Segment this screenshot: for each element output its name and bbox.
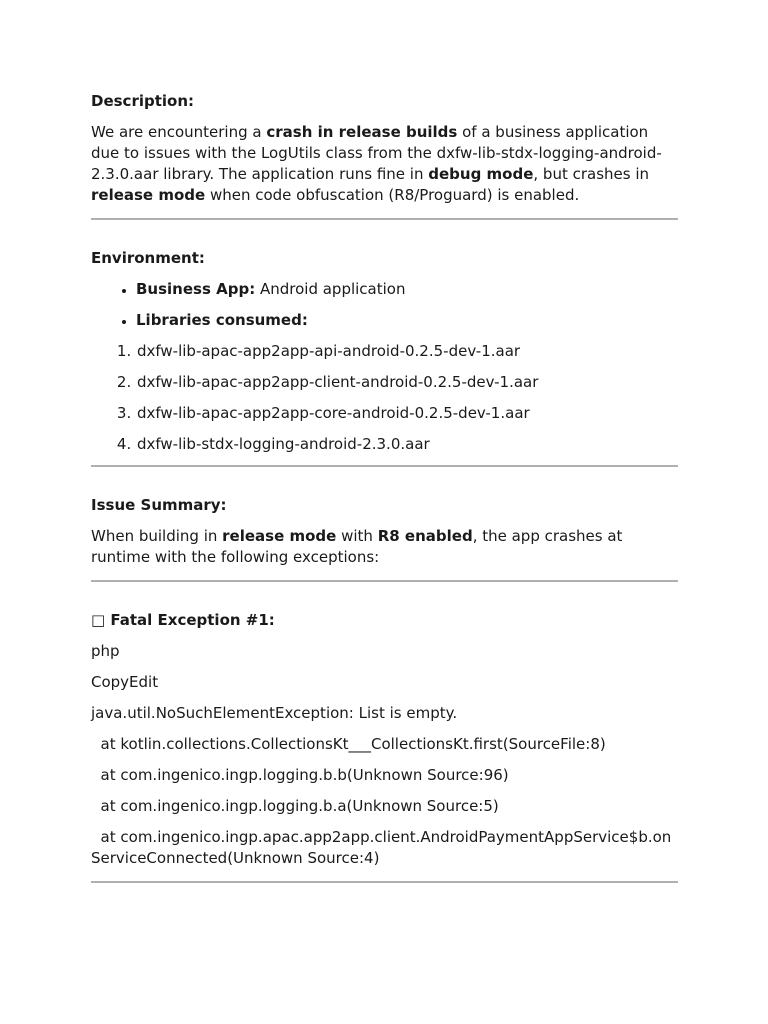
issue-summary-paragraph: When building in release mode with R8 enabled, the app crashes at runtime with the following exceptions: [91, 527, 623, 566]
divider [91, 580, 678, 582]
document-body [91, 91, 678, 911]
stacktrace-line: at kotlin.collections.CollectionsKt___CollectionsKt.first(SourceFile:8) [91, 735, 606, 753]
code-language-label: php [91, 642, 120, 660]
library-item: 1. dxfw-lib-apac-app2app-api-android-0.2.5-dev-1.aar [136, 341, 678, 362]
list-item-libraries: • Libraries consumed: [136, 310, 678, 331]
copy-edit-label: CopyEdit [91, 673, 159, 691]
library-item: 3. dxfw-lib-apac-app2app-core-android-0.2.5-dev-1.aar [136, 403, 678, 424]
stacktrace-line: at com.ingenico.ingp.logging.b.b(Unknown Source:96) [91, 766, 509, 784]
environment-heading: Environment: [91, 249, 205, 267]
divider [91, 465, 678, 467]
description-paragraph: We are encountering a crash in release builds of a business application due to issues with the LogUtils class from the dxfw-lib-stdx-logging-android-2.3.0.aar library. The application runs fine in debug mode, but crashes in release mode when code obfuscation (R8/Proguard) is enabled. [91, 123, 662, 204]
divider [91, 881, 678, 883]
library-item: 4. dxfw-lib-stdx-logging-android-2.3.0.aar [136, 434, 678, 455]
libraries-list [91, 341, 678, 455]
environment-list [91, 279, 678, 331]
stacktrace-line: at com.ingenico.ingp.logging.b.a(Unknown Source:5) [91, 797, 499, 815]
library-item: 2. dxfw-lib-apac-app2app-client-android-0.2.5-dev-1.aar [136, 372, 678, 393]
description-heading: Description: [91, 92, 195, 110]
divider [91, 218, 678, 220]
stacktrace-line: at com.ingenico.ingp.apac.app2app.client.AndroidPaymentAppService$b.onServiceConnected(Unknown Source:4) [91, 828, 672, 867]
list-item-business-app: • Business App: Android application [136, 279, 678, 300]
fatal-exception-heading: □ Fatal Exception #1: [91, 611, 275, 629]
issue-summary-heading: Issue Summary: [91, 496, 227, 514]
stacktrace-line: java.util.NoSuchElementException: List is empty. [91, 704, 458, 722]
